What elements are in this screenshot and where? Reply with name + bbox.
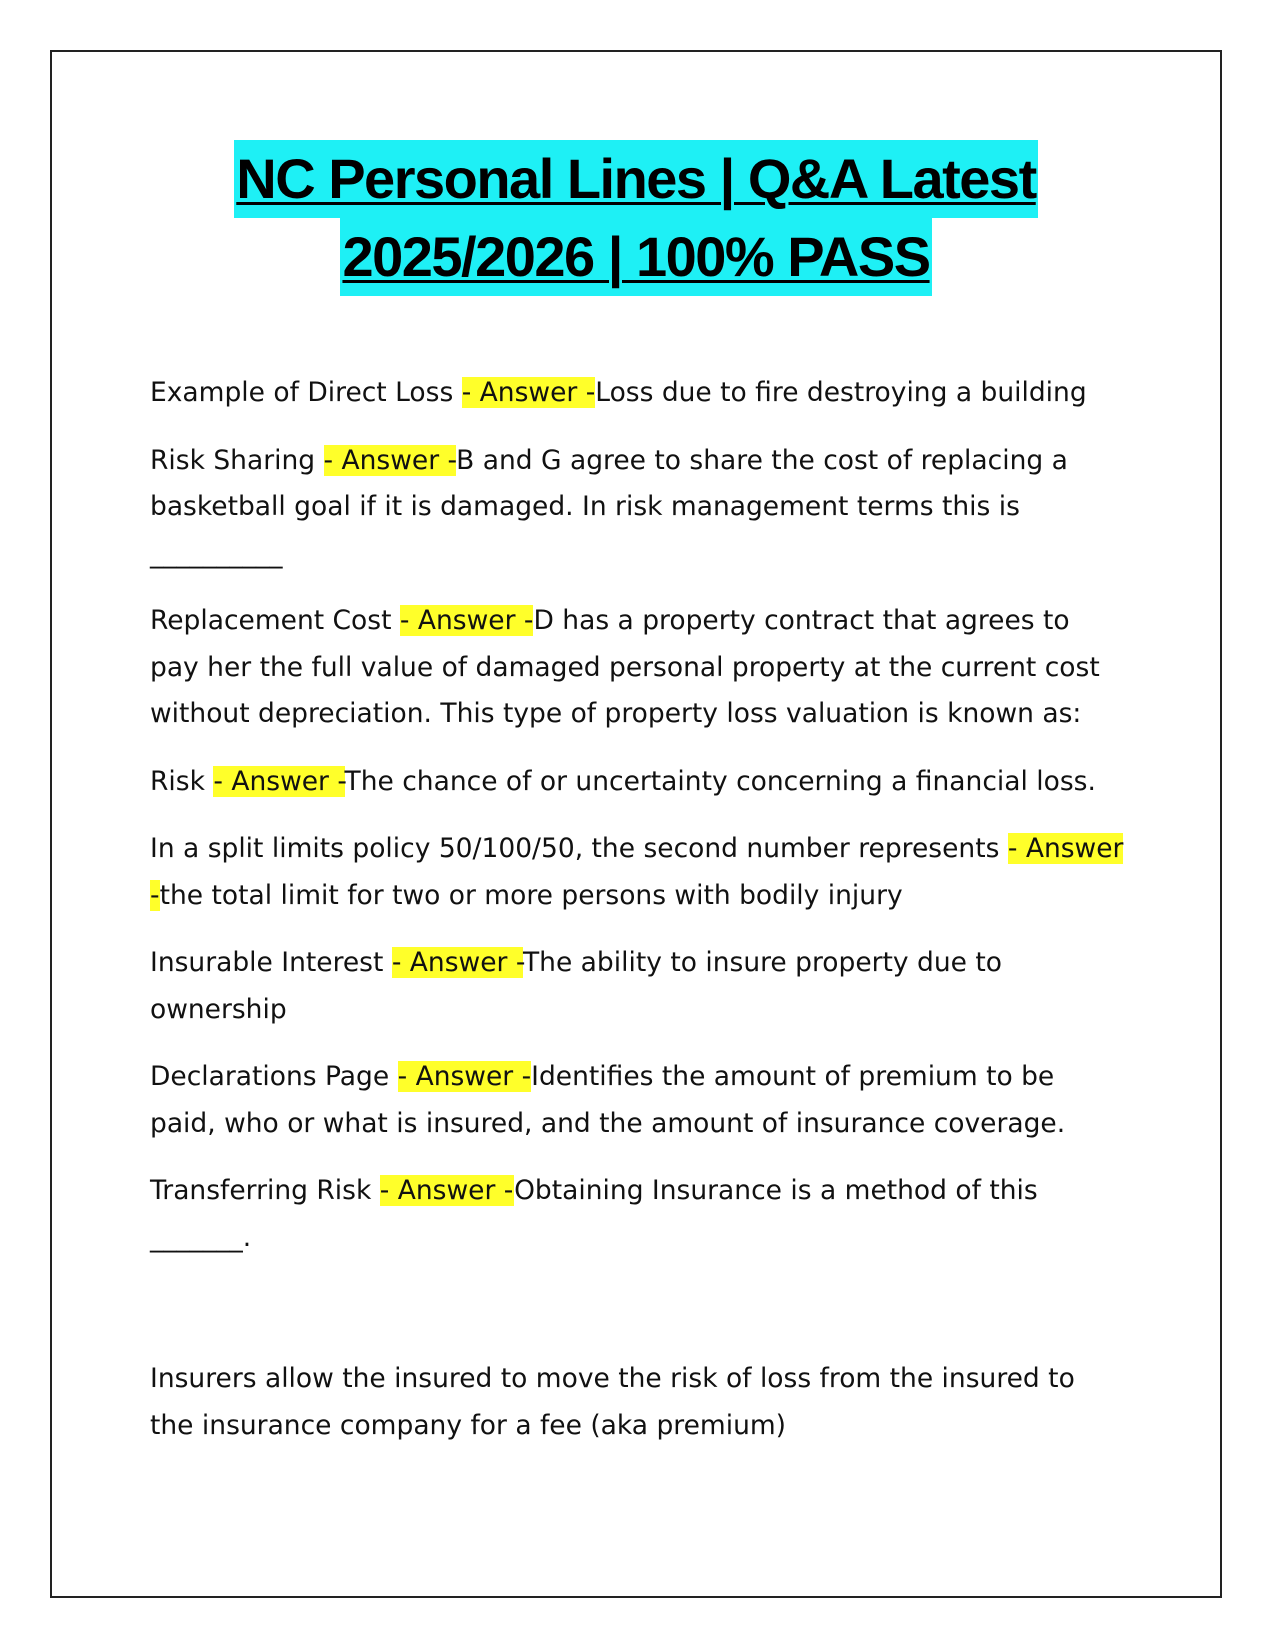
qa-item [150, 598, 1125, 738]
answer-marker: - Answer - [399, 605, 534, 636]
title-line-1: NC Personal Lines | Q&A Latest [234, 140, 1037, 218]
qa-item [150, 1168, 1125, 1261]
qa-answer: B and G agree to share the cost of replacing a basketball goal if it is damaged. In risk management terms this is __________ [150, 444, 1068, 569]
qa-answer: D has a property contract that agrees to pay her the full value of damaged personal property at the current cost without depreciation. This type of property loss valuation is known as: [150, 605, 1100, 729]
answer-marker: - Answer - [397, 1061, 532, 1092]
qa-list [150, 370, 1125, 1282]
answer-marker: - Answer - [323, 444, 457, 476]
qa-answer: Identifies the amount of premium to be paid, who or what is insured, and the amount of insurance coverage. [150, 1061, 1066, 1139]
qa-term: Declarations Page [150, 1061, 398, 1092]
document-title [50, 140, 1222, 296]
answer-marker: - Answer - [461, 377, 596, 408]
qa-term: Replacement Cost [150, 605, 400, 636]
answer-marker: - Answer - [391, 947, 523, 978]
qa-answer: Obtaining Insurance is a method of this _______. [150, 1175, 1038, 1253]
qa-answer: The ability to insure property due to ownership [150, 947, 1002, 1025]
qa-term: Insurable Interest [150, 947, 392, 978]
qa-term: Example of Direct Loss [150, 377, 462, 408]
answer-marker: - Answer - [150, 833, 1124, 911]
qa-term: Risk [150, 765, 214, 797]
qa-item [150, 826, 1125, 919]
qa-term: Risk Sharing [150, 444, 324, 476]
continuation-text: Insurers allow the insured to move the risk of loss from the insured to the insurance company for a fee (aka premium) [150, 1363, 1075, 1441]
qa-item [150, 438, 1125, 578]
qa-item [150, 1054, 1125, 1147]
qa-answer: Loss due to fire destroying a building [595, 377, 1087, 408]
answer-marker: - Answer - [379, 1175, 515, 1206]
qa-answer: The chance of or uncertainty concerning a financial loss. [344, 765, 1096, 797]
qa-term: In a split limits policy 50/100/50, the second number represents [150, 833, 1008, 864]
title-line-2: 2025/2026 | 100% PASS [340, 218, 931, 296]
qa-item [150, 940, 1125, 1033]
qa-item [150, 759, 1125, 806]
answer-marker: - Answer - [213, 765, 345, 797]
qa-term: Transferring Risk [150, 1175, 380, 1206]
qa-item [150, 370, 1125, 417]
qa-answer: the total limit for two or more persons with bodily injury [159, 879, 903, 911]
